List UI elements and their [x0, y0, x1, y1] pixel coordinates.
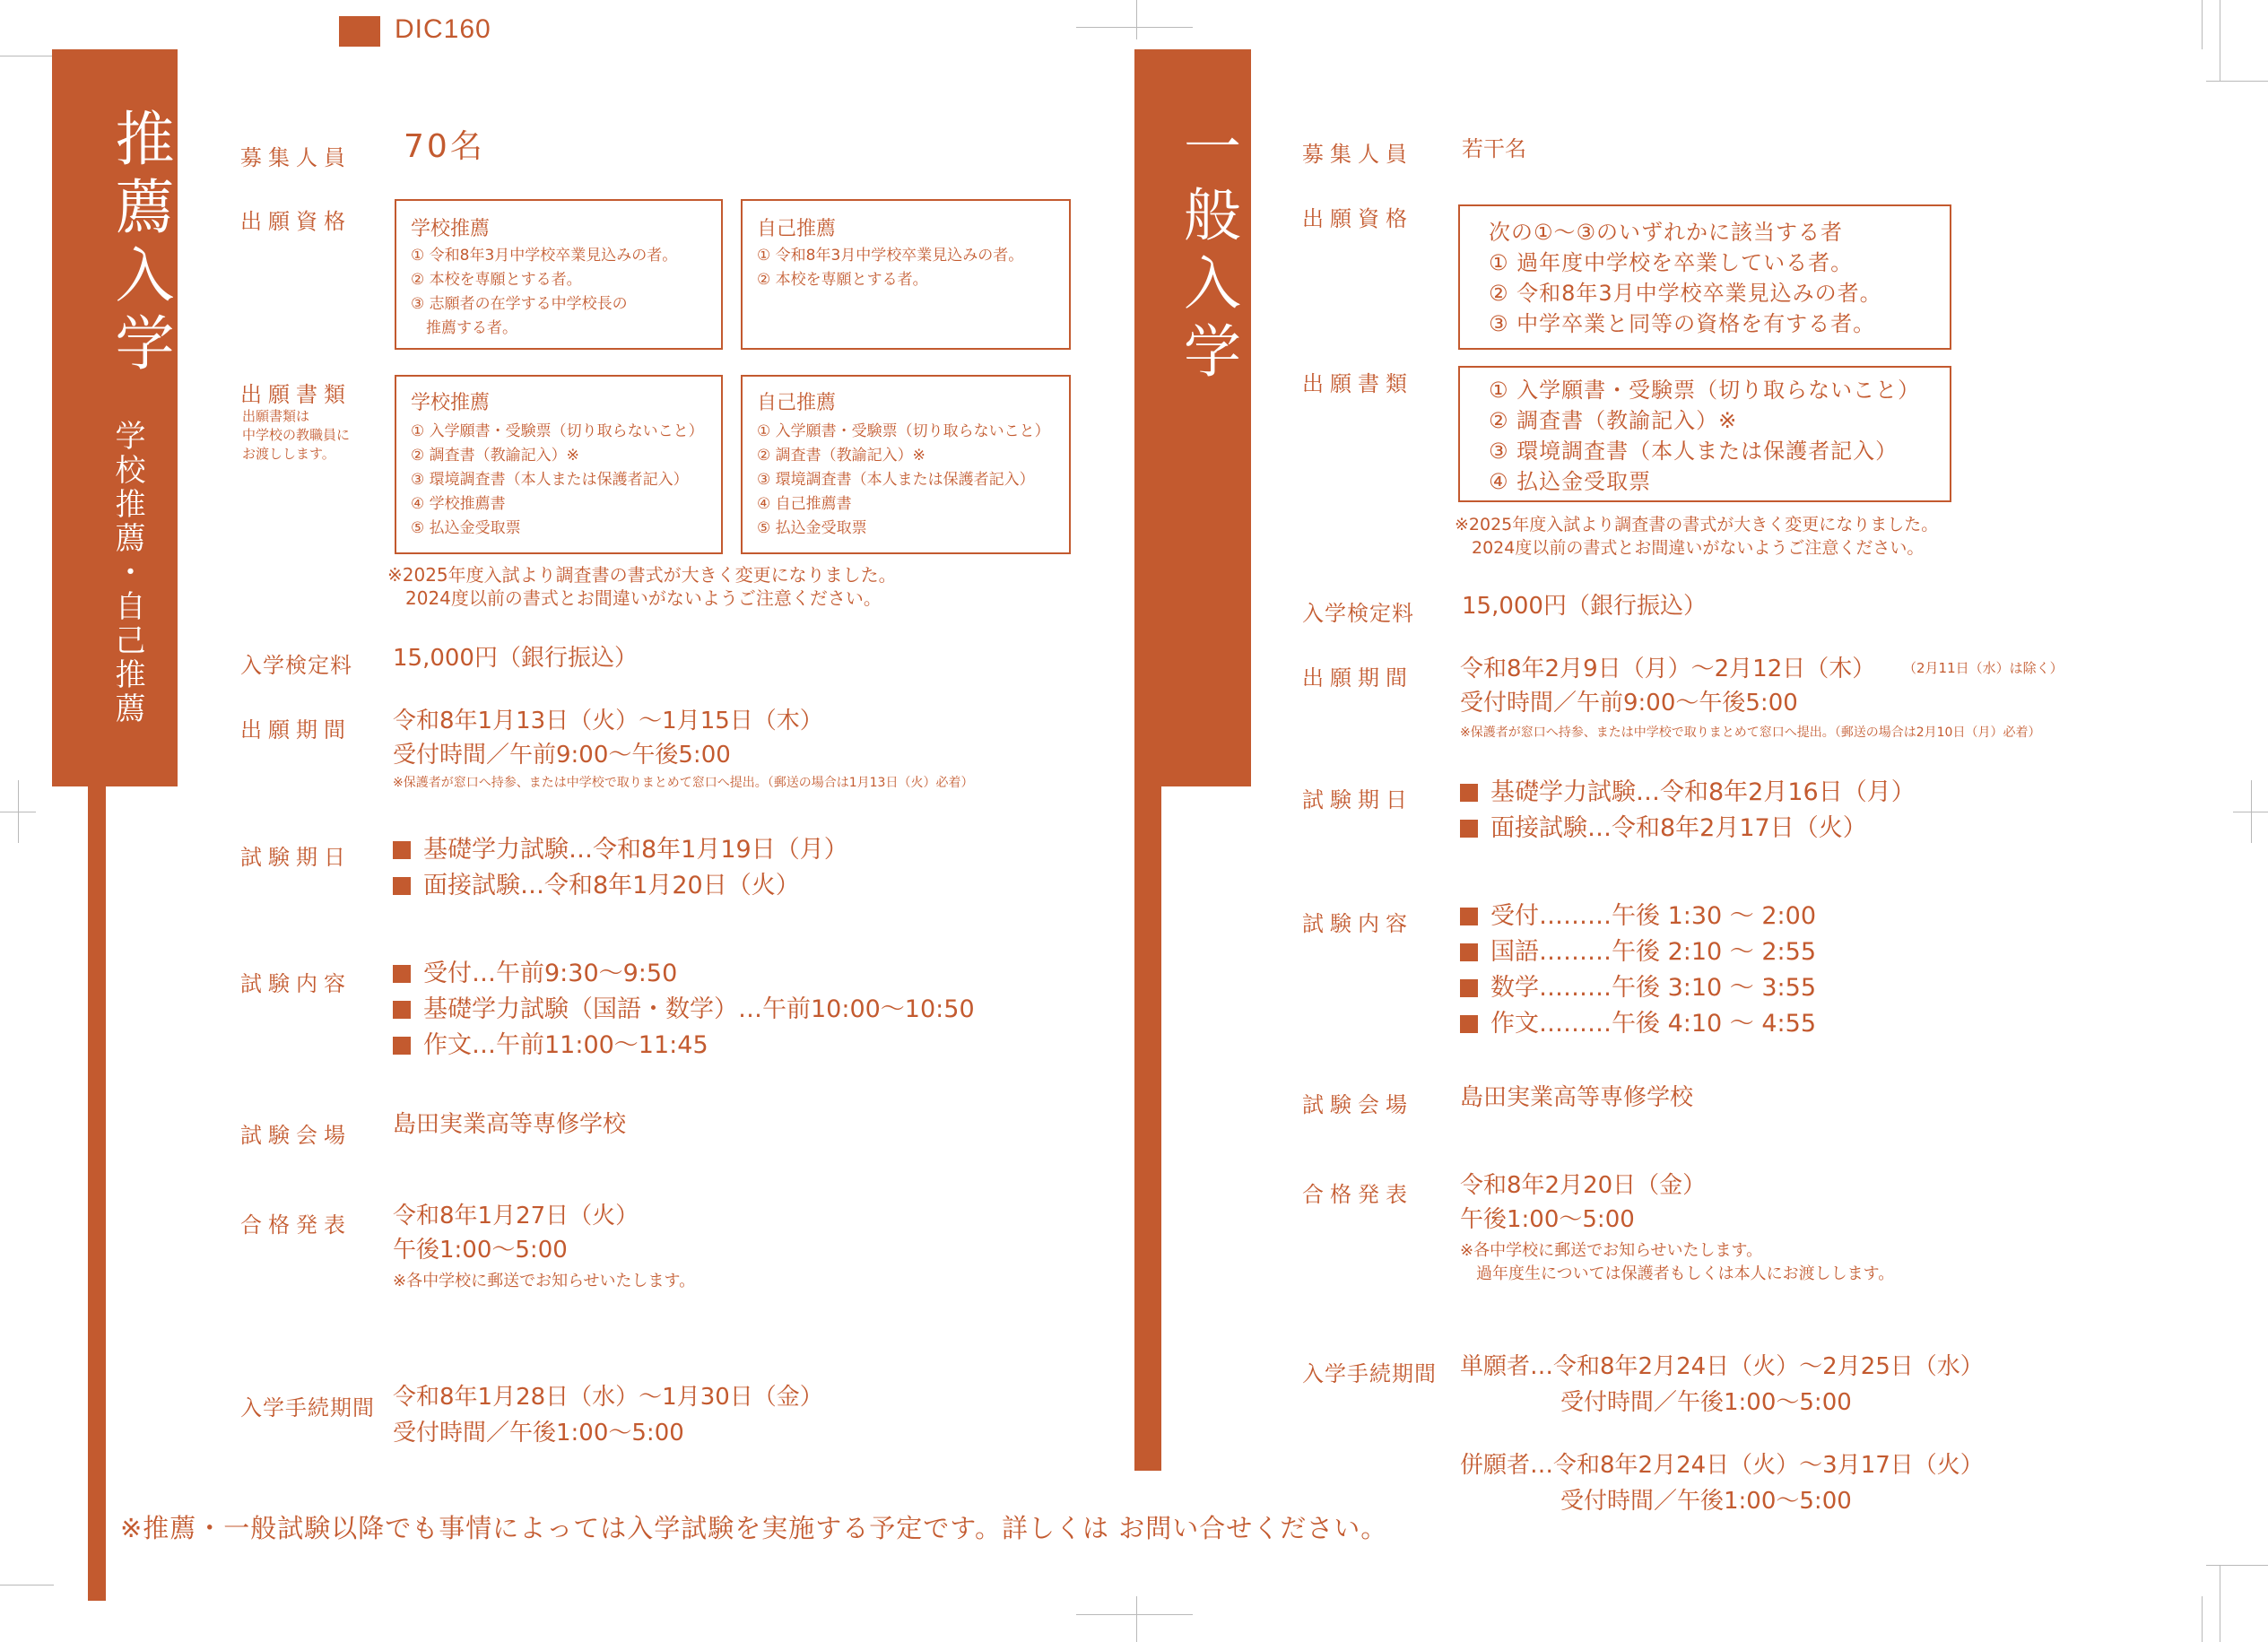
square-bullet-icon	[393, 841, 411, 859]
left-subtitle: 学校推薦・自己推薦	[109, 420, 145, 726]
right-procedure-single-dates: 単願者…令和8年2月24日（火）〜2月25日（水）	[1460, 1353, 1984, 1380]
right-period-dates: 令和8年2月9日（月）〜2月12日（木）	[1460, 656, 1876, 682]
list-item: 受付………午後 1:30 〜 2:00	[1460, 899, 1816, 934]
left-result-note: ※各中学校に郵送でお知らせいたします。	[393, 1272, 696, 1290]
list-item: 作文………午後 4:10 〜 4:55	[1460, 1006, 1816, 1042]
left-period-note: ※保護者が窓口へ持参、または中学校で取りまとめて窓口へ提出。（郵送の場合は1月13日（火）必着）	[393, 776, 974, 790]
right-exam-content-list	[1460, 899, 1816, 1042]
square-bullet-icon	[393, 965, 411, 983]
list-item: 面接試験…令和8年1月20日（火）	[393, 868, 848, 904]
docs-self-list	[757, 420, 1050, 541]
left-result-date: 令和8年1月27日（火）	[393, 1203, 639, 1229]
list-item: ⑤ 払込金受取票	[411, 519, 521, 537]
left-qual-self-box	[741, 199, 1071, 350]
left-docs-school-box	[395, 375, 723, 554]
right-procedure-single-hours: 受付時間／午後1:00〜5:00	[1560, 1389, 1852, 1416]
crop-mark	[18, 780, 19, 843]
square-bullet-icon	[393, 1001, 411, 1019]
list-item: ⑤ 払込金受取票	[757, 519, 867, 537]
left-venue-label: 試験会場	[240, 1123, 352, 1148]
left-result-hours: 午後1:00〜5:00	[393, 1237, 568, 1264]
left-result-label: 合格発表	[240, 1212, 352, 1238]
right-title: 一般入学	[1174, 117, 1240, 389]
footer-note: ※推薦・一般試験以降でも事情によっては入学試験を実施する予定です。詳しくは お問い合せください。	[120, 1513, 1388, 1543]
docs-self-title: 自己推薦	[757, 392, 837, 414]
square-bullet-icon	[1460, 943, 1478, 961]
list-item: 面接試験…令和8年2月17日（火）	[1460, 811, 1916, 847]
left-fee-value: 15,000円（銀行振込）	[393, 645, 638, 672]
left-period-hours: 受付時間／午前9:00〜午後5:00	[393, 742, 731, 769]
list-item: ③ 志願者の在学する中学校長の	[411, 295, 628, 313]
crop-mark	[2202, 1596, 2203, 1642]
docs-school-list	[411, 420, 704, 541]
list-item: ② 調査書（教諭記入）※	[411, 447, 579, 465]
left-fee-label: 入学検定料	[240, 653, 352, 678]
qual-school-list	[411, 244, 677, 341]
left-band-stem	[88, 771, 106, 1601]
left-exam-date-label: 試験期日	[240, 845, 352, 870]
left-procedure-hours: 受付時間／午後1:00〜5:00	[393, 1420, 684, 1447]
list-item: ② 調査書（教諭記入）※	[1489, 408, 1738, 433]
right-period-note: ※保護者が窓口へ持参、または中学校で取りまとめて窓口へ提出。（郵送の場合は2月10日（月）必着）	[1460, 725, 2041, 740]
right-result-notes: ※各中学校に郵送でお知らせいたします。 過年度生については保護者もしくは本人にお渡しします。	[1460, 1241, 1895, 1283]
right-result-label: 合格発表	[1302, 1182, 1413, 1207]
crop-mark	[2251, 780, 2252, 843]
right-exam-date-list	[1460, 775, 1916, 847]
right-documents-list	[1489, 375, 1920, 497]
right-qualification-box	[1458, 204, 1951, 350]
list-item: ① 令和8年3月中学校卒業見込みの者。	[757, 247, 1024, 265]
qual-self-title: 自己推薦	[757, 218, 837, 240]
left-exam-content-label: 試験内容	[240, 971, 352, 996]
list-item: 次の①〜③のいずれかに該当する者	[1489, 220, 1844, 245]
list-item: 数学………午後 3:10 〜 3:55	[1460, 970, 1816, 1006]
right-period-hours: 受付時間／午前9:00〜午後5:00	[1460, 690, 1798, 717]
square-bullet-icon	[1460, 820, 1478, 838]
left-period-label: 出願期間	[240, 717, 352, 743]
crop-mark	[1136, 0, 1137, 39]
left-title: 推薦入学	[105, 108, 174, 380]
list-item: ④ 学校推薦書	[411, 495, 506, 513]
right-venue-value: 島田実業高等専修学校	[1460, 1084, 1694, 1111]
right-procedure-label: 入学手続期間	[1302, 1361, 1437, 1386]
square-bullet-icon	[1460, 784, 1478, 802]
right-result-hours: 午後1:00〜5:00	[1460, 1206, 1635, 1233]
right-band-stem	[1134, 771, 1161, 1471]
left-qualification-label: 出願資格	[240, 209, 352, 234]
list-item: ② 本校を専願とする者。	[411, 271, 582, 289]
list-item: 基礎学力試験…令和8年2月16日（月）	[1460, 775, 1916, 811]
list-item: ③ 環境調査書（本人または保護者記入）	[1489, 439, 1899, 464]
square-bullet-icon	[1460, 979, 1478, 997]
right-period-label: 出願期間	[1302, 665, 1413, 691]
right-procedure-double-hours: 受付時間／午後1:00〜5:00	[1560, 1488, 1852, 1515]
left-qual-school-box	[395, 199, 723, 350]
left-documents-side-note: 出願書類は 中学校の教職員に お渡しします。	[242, 408, 351, 462]
list-item: ② 令和8年3月中学校卒業見込みの者。	[1489, 281, 1882, 306]
docs-school-title: 学校推薦	[411, 392, 491, 414]
right-documents-box	[1458, 366, 1951, 502]
list-item: ④ 自己推薦書	[757, 495, 852, 513]
left-exam-content-list	[393, 956, 975, 1064]
right-period-aside: （2月11日（水）は除く）	[1903, 660, 2064, 676]
square-bullet-icon	[393, 1037, 411, 1055]
right-documents-label: 出願書類	[1302, 371, 1413, 396]
print-color-code: DIC160	[395, 14, 491, 44]
right-result-date: 令和8年2月20日（金）	[1460, 1172, 1707, 1199]
qual-school-title: 学校推薦	[411, 218, 491, 240]
right-fee-label: 入学検定料	[1302, 601, 1414, 626]
right-exam-content-label: 試験内容	[1302, 911, 1413, 936]
right-qualification-label: 出願資格	[1302, 206, 1413, 231]
color-swatch	[339, 16, 380, 47]
list-item: 国語………午後 2:10 〜 2:55	[1460, 934, 1816, 970]
right-capacity-label: 募集人員	[1302, 142, 1413, 167]
right-procedure-double-dates: 併願者…令和8年2月24日（火）〜3月17日（火）	[1460, 1452, 1984, 1479]
left-documents-label: 出願書類	[240, 382, 352, 407]
right-capacity-value: 若干名	[1462, 136, 1526, 161]
crop-mark	[0, 1585, 54, 1586]
right-exam-date-label: 試験期日	[1302, 787, 1413, 812]
square-bullet-icon	[393, 877, 411, 895]
right-fee-value: 15,000円（銀行振込）	[1462, 593, 1707, 620]
list-item: ③ 環境調査書（本人または保護者記入）	[757, 471, 1035, 489]
crop-mark	[2206, 81, 2268, 82]
crop-mark	[1076, 1614, 1193, 1615]
right-venue-label: 試験会場	[1302, 1092, 1413, 1117]
list-item: 作文…午前11:00〜11:45	[393, 1028, 975, 1064]
crop-mark	[2206, 1565, 2268, 1566]
left-capacity-label: 募集人員	[240, 145, 352, 170]
qual-self-list	[757, 244, 1023, 292]
left-procedure-dates: 令和8年1月28日（水）〜1月30日（金）	[393, 1384, 823, 1411]
left-capacity-value: 70名	[404, 128, 485, 165]
list-item: 推薦する者。	[411, 319, 517, 337]
list-item: ③ 環境調査書（本人または保護者記入）	[411, 471, 689, 489]
crop-mark	[1076, 27, 1193, 28]
square-bullet-icon	[1460, 908, 1478, 925]
list-item: ④ 払込金受取票	[1489, 469, 1652, 494]
list-item: ① 入学願書・受験票（切り取らないこと）	[1489, 378, 1921, 403]
square-bullet-icon	[1460, 1015, 1478, 1033]
list-item: ① 入学願書・受験票（切り取らないこと）	[411, 422, 704, 440]
left-documents-note: ※2025年度入試より調査書の書式が大きく変更になりました。 2024度以前の書式とお間違いがないようご注意ください。	[387, 564, 897, 609]
list-item: ③ 中学卒業と同等の資格を有する者。	[1489, 311, 1876, 336]
left-docs-self-box	[741, 375, 1071, 554]
list-item: ② 本校を専願とする者。	[757, 271, 928, 289]
left-period-dates: 令和8年1月13日（火）〜1月15日（木）	[393, 708, 823, 734]
crop-mark	[2202, 0, 2203, 49]
list-item: ② 調査書（教諭記入）※	[757, 447, 925, 465]
list-item: ① 入学願書・受験票（切り取らないこと）	[757, 422, 1050, 440]
list-item: 基礎学力試験（国語・数学）…午前10:00〜10:50	[393, 992, 975, 1028]
left-exam-date-list	[393, 832, 848, 904]
crop-mark	[1136, 1596, 1137, 1642]
left-procedure-label: 入学手続期間	[240, 1395, 375, 1420]
list-item: 基礎学力試験…令和8年1月19日（月）	[393, 832, 848, 868]
right-documents-note: ※2025年度入試より調査書の書式が大きく変更になりました。 2024度以前の書式とお間違いがないようご注意ください。	[1455, 515, 1939, 558]
list-item: 受付…午前9:30〜9:50	[393, 956, 975, 992]
list-item: ① 過年度中学校を卒業している者。	[1489, 250, 1854, 275]
left-venue-value: 島田実業高等専修学校	[393, 1111, 627, 1138]
right-qualification-list	[1489, 217, 1882, 339]
list-item: ① 令和8年3月中学校卒業見込みの者。	[411, 247, 678, 265]
